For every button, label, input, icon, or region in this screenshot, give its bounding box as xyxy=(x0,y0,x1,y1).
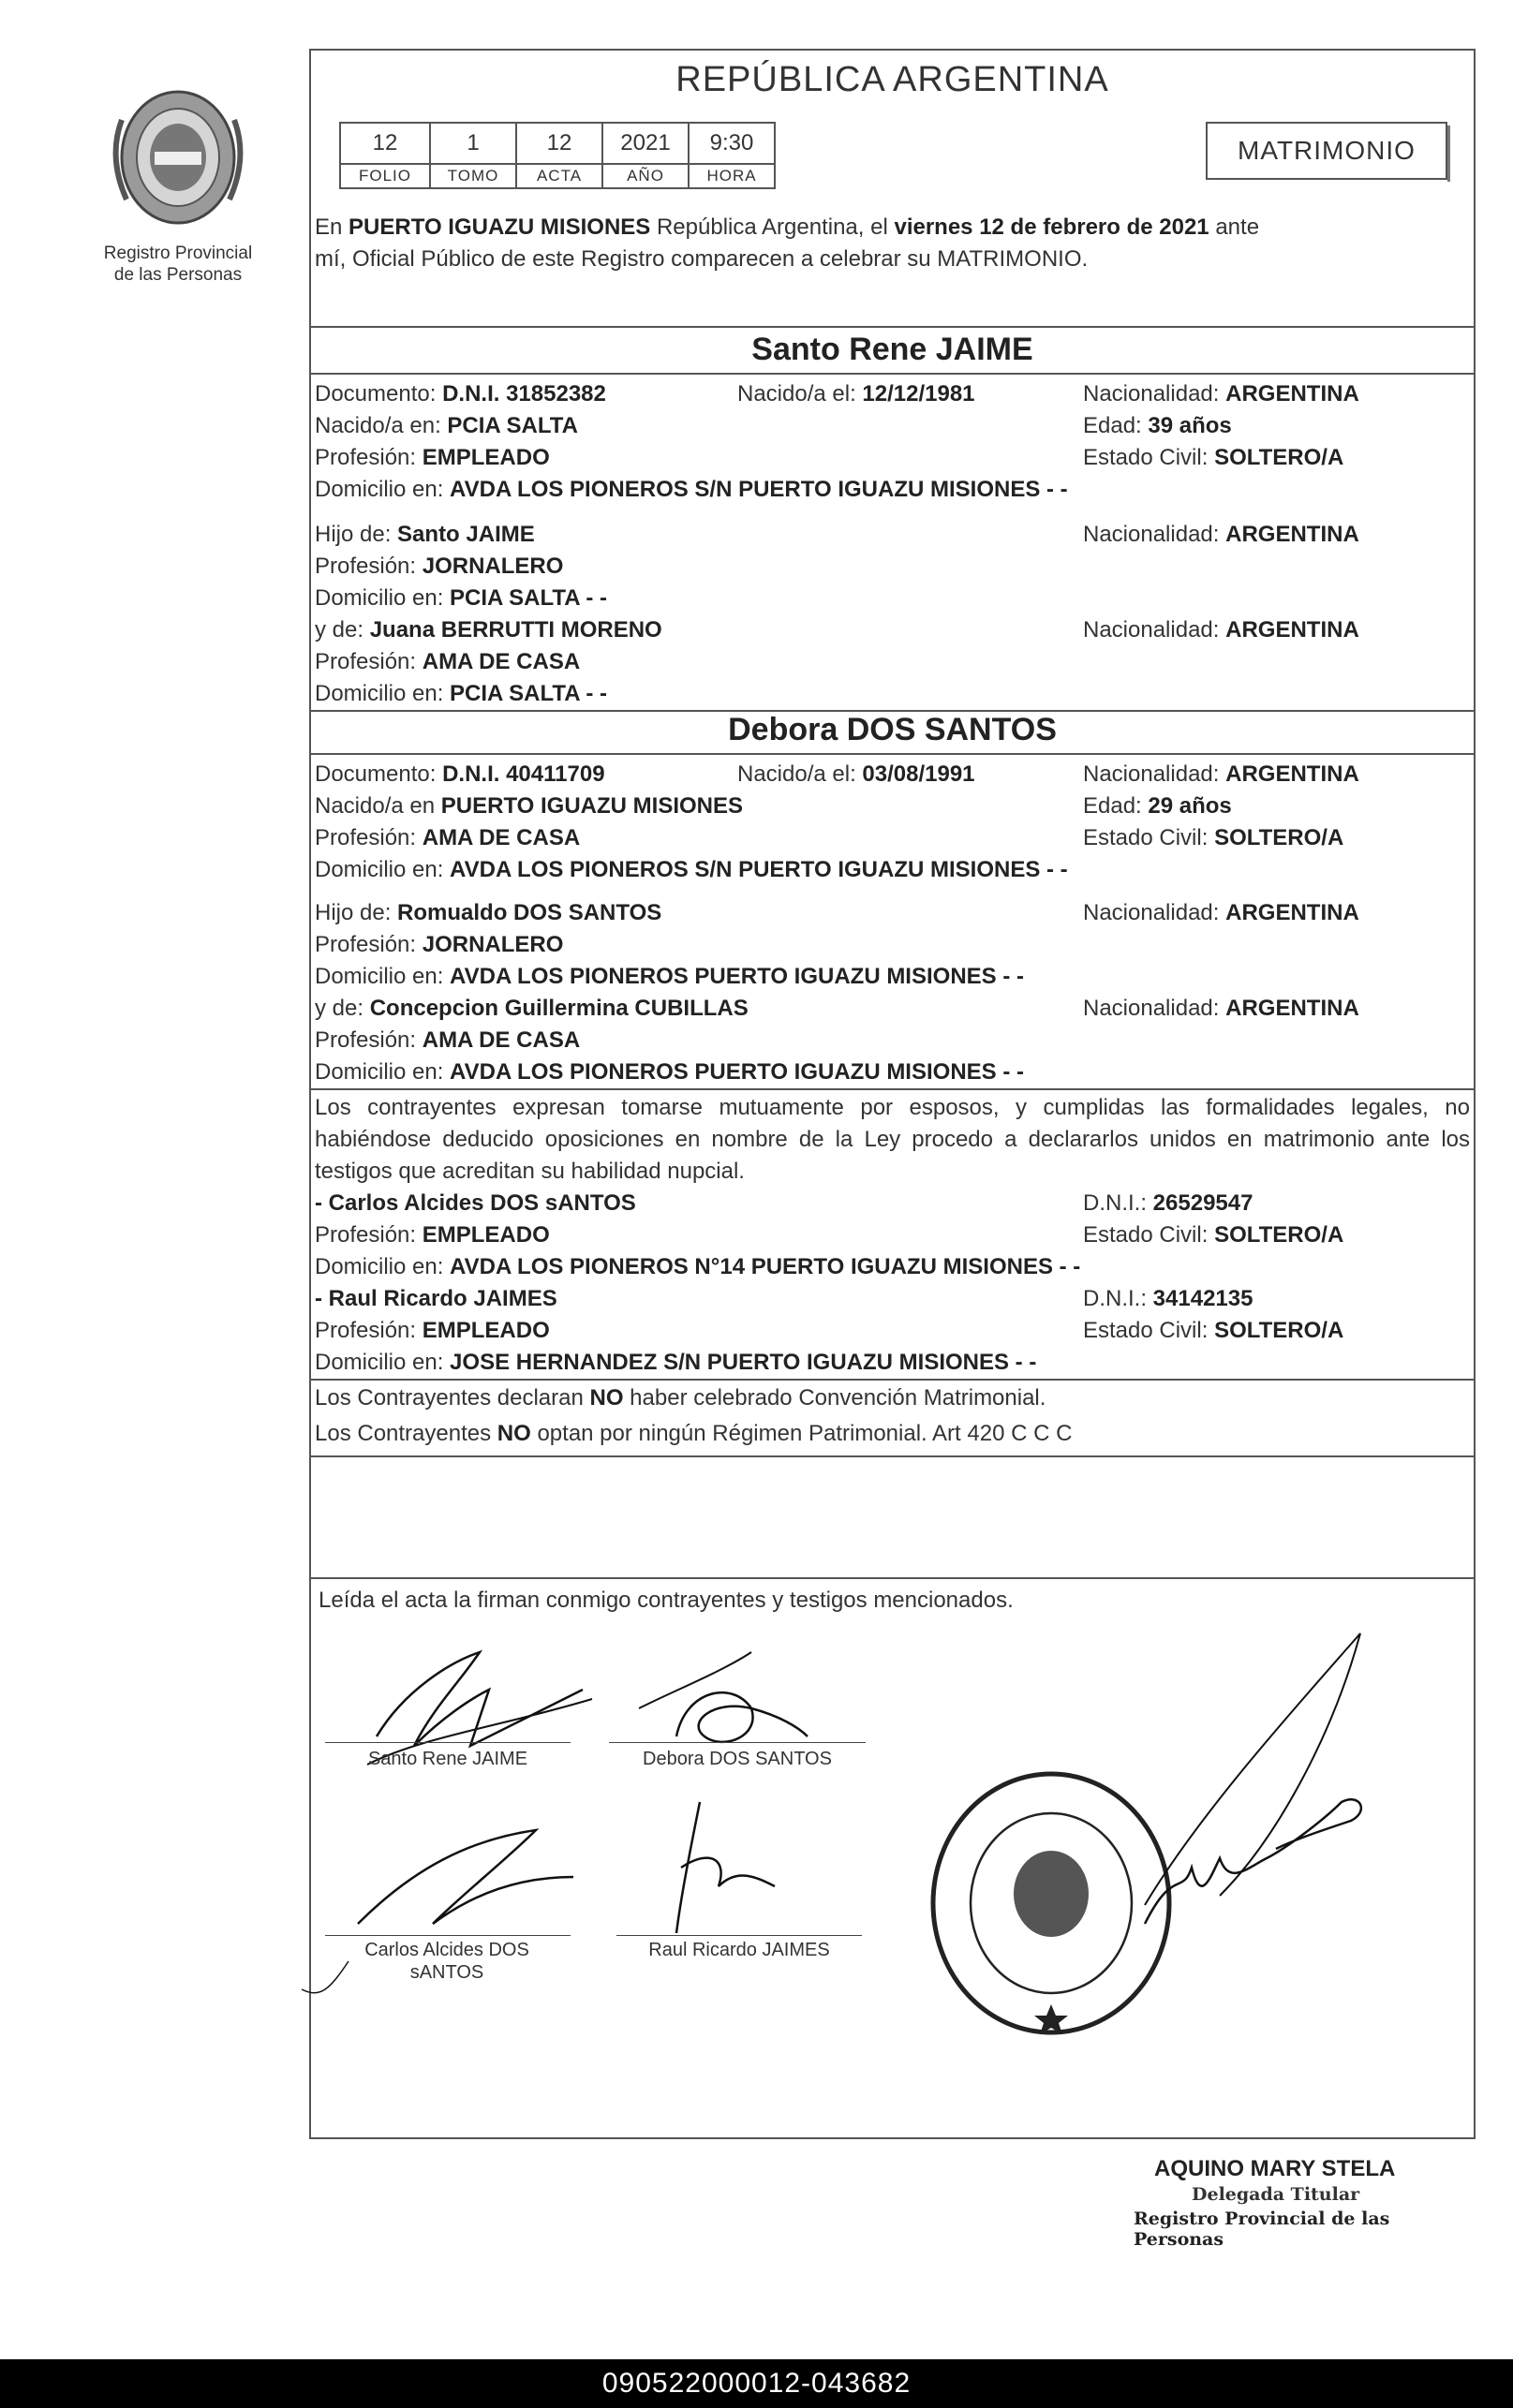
label: Estado Civil: xyxy=(1083,1318,1215,1343)
spouse1-age xyxy=(1083,412,1232,440)
label: Profesión: xyxy=(315,649,423,674)
value: SOLTERO/A xyxy=(1214,825,1344,850)
label: Profesión: xyxy=(315,554,423,579)
label: Estado Civil: xyxy=(1083,825,1215,850)
value: ARGENTINA xyxy=(1225,996,1359,1021)
spouse2-mother-address xyxy=(315,1058,1024,1086)
spouse1-documento xyxy=(315,380,606,408)
value: ARGENTINA xyxy=(1225,900,1359,925)
tomo-label: TOMO xyxy=(430,164,516,188)
label: Edad: xyxy=(1083,793,1149,819)
label: Domicilio en: xyxy=(315,857,451,882)
value: - Raul Ricardo JAIMES xyxy=(315,1286,557,1311)
label: Nacido/a el: xyxy=(737,761,863,787)
value: PUERTO IGUAZU MISIONES xyxy=(440,793,744,819)
signature-line xyxy=(325,1935,571,1936)
label: Edad: xyxy=(1083,413,1149,438)
spouse2-father xyxy=(315,899,661,927)
spouse1-father xyxy=(315,521,535,549)
value: JORNALERO xyxy=(422,554,564,579)
intro-place: PUERTO IGUAZU MISIONES xyxy=(349,214,651,240)
text: haber celebrado Convención Matrimonial. xyxy=(623,1385,1046,1411)
spouse1-father-nationality xyxy=(1083,521,1359,549)
officer-role: Delegada Titular xyxy=(1192,2184,1360,2205)
spouse1-mother xyxy=(315,616,662,644)
text: Los Contrayentes xyxy=(315,1421,497,1446)
label: Hijo de: xyxy=(315,900,398,925)
registry-logo xyxy=(89,82,267,286)
value: Romualdo DOS SANTOS xyxy=(397,900,662,925)
anio-value: 2021 xyxy=(602,123,689,164)
spouse1-father-profession xyxy=(315,553,563,581)
label: Nacionalidad: xyxy=(1083,522,1226,547)
hora-value: 9:30 xyxy=(689,123,775,164)
divider xyxy=(311,373,1474,375)
signature-line xyxy=(616,1935,862,1936)
signature-label-spouse1: Santo Rene JAIME xyxy=(367,1749,528,1769)
label: Estado Civil: xyxy=(1083,1222,1215,1248)
spouse1-nationality xyxy=(1083,380,1359,408)
label: Nacionalidad: xyxy=(1083,761,1226,787)
value: ARGENTINA xyxy=(1225,617,1359,643)
spouse1-profession xyxy=(315,444,550,472)
value: 12/12/1981 xyxy=(862,381,975,406)
witness2-civil-status xyxy=(1083,1317,1343,1345)
anio-label: AÑO xyxy=(602,164,689,188)
label: Domicilio en: xyxy=(315,1254,451,1279)
divider xyxy=(311,1379,1474,1381)
label: D.N.I.: xyxy=(1083,1286,1153,1311)
act-type-shadow xyxy=(1447,126,1450,182)
signing-statement: Leída el acta la firman conmigo contrayentes y testigos mencionados. xyxy=(319,1588,1014,1613)
witness2-profession xyxy=(315,1317,550,1345)
intro-text: República Argentina, el xyxy=(650,214,895,240)
signature-label-spouse2: Debora DOS SANTOS xyxy=(643,1749,832,1769)
province-seal-icon xyxy=(89,82,267,232)
value: AVDA LOS PIONEROS PUERTO IGUAZU MISIONES - - xyxy=(450,1059,1024,1085)
label: Documento: xyxy=(315,761,443,787)
label: Nacido/a en: xyxy=(315,413,448,438)
label: Domicilio en: xyxy=(315,1059,451,1085)
spouse2-name-heading: Debora DOS SANTOS xyxy=(728,712,1057,747)
intro-line1 xyxy=(315,214,1259,242)
spouse1-mother-nationality xyxy=(1083,616,1359,644)
divider xyxy=(311,1088,1474,1090)
spouse1-address xyxy=(315,476,1068,504)
label: Domicilio en: xyxy=(315,477,451,502)
spouse2-profession xyxy=(315,824,580,852)
tomo-value: 1 xyxy=(430,123,516,164)
value: JOSE HERNANDEZ S/N PUERTO IGUAZU MISIONES - - xyxy=(450,1350,1037,1375)
spouse2-mother-profession xyxy=(315,1027,580,1055)
label: Nacionalidad: xyxy=(1083,996,1226,1021)
label: Hijo de: xyxy=(315,522,398,547)
document-code: 090522000012-043682 xyxy=(0,2359,1513,2408)
label: Nacido/a el: xyxy=(737,381,863,406)
intro-text: En xyxy=(315,214,349,240)
spouse2-father-profession xyxy=(315,931,563,959)
value: EMPLEADO xyxy=(422,1318,550,1343)
label: Domicilio en: xyxy=(315,585,451,611)
registration-table xyxy=(339,122,776,189)
label: Estado Civil: xyxy=(1083,445,1215,470)
text: Los Contrayentes declaran xyxy=(315,1385,590,1411)
spouse2-age xyxy=(1083,792,1232,820)
value: Juana BERRUTTI MORENO xyxy=(369,617,662,643)
text: optan por ningún Régimen Patrimonial. Art 420 C C C xyxy=(530,1421,1073,1446)
convention-line1 xyxy=(315,1384,1046,1412)
label: Nacido/a en xyxy=(315,793,441,819)
value: ARGENTINA xyxy=(1225,761,1359,787)
value: PCIA SALTA xyxy=(447,413,578,438)
signature-witness1-icon xyxy=(339,1811,583,1943)
value: NO xyxy=(497,1421,531,1446)
label: Nacionalidad: xyxy=(1083,900,1226,925)
spouse2-documento xyxy=(315,761,605,789)
signature-label-witness1: Carlos Alcides DOS sANTOS xyxy=(364,1940,529,1983)
officer-name: AQUINO MARY STELA xyxy=(1154,2156,1396,2181)
signature-label-witness2: Raul Ricardo JAIMES xyxy=(648,1940,830,1960)
label: Domicilio en: xyxy=(315,964,451,989)
value: Santo JAIME xyxy=(397,522,535,547)
value: EMPLEADO xyxy=(422,445,550,470)
value: AVDA LOS PIONEROS S/N PUERTO IGUAZU MISIONES - - xyxy=(450,477,1068,502)
convention-line2 xyxy=(315,1420,1072,1448)
folio-label: FOLIO xyxy=(340,164,430,188)
value: JORNALERO xyxy=(422,932,564,957)
spouse2-address xyxy=(315,856,1068,884)
intro-date: viernes 12 de febrero de 2021 xyxy=(894,214,1209,240)
spouse1-birthdate xyxy=(737,380,975,408)
spouse1-mother-address xyxy=(315,680,607,708)
label: y de: xyxy=(315,617,370,643)
value: 39 años xyxy=(1148,413,1232,438)
spouse2-father-address xyxy=(315,963,1024,991)
value: PCIA SALTA - - xyxy=(450,585,608,611)
spouse2-birthdate xyxy=(737,761,975,789)
value: EMPLEADO xyxy=(422,1222,550,1248)
value: AMA DE CASA xyxy=(422,825,581,850)
acta-label: ACTA xyxy=(516,164,602,188)
label: Profesión: xyxy=(315,1027,423,1053)
divider xyxy=(311,753,1474,755)
signature-officer-icon xyxy=(1089,1624,1407,1943)
spouse2-birthplace xyxy=(315,792,743,820)
witness2-name xyxy=(315,1285,557,1313)
witness1-civil-status xyxy=(1083,1221,1343,1249)
label: y de: xyxy=(315,996,370,1021)
witness1-name xyxy=(315,1189,636,1218)
spouse1-civil-status xyxy=(1083,444,1343,472)
hora-label: HORA xyxy=(689,164,775,188)
signature-spouse2-icon xyxy=(620,1633,826,1765)
spouse2-civil-status xyxy=(1083,824,1343,852)
value: AMA DE CASA xyxy=(422,649,581,674)
witness1-profession xyxy=(315,1221,550,1249)
divider xyxy=(311,326,1474,328)
logo-caption-line1: Registro Provincial xyxy=(103,244,253,263)
spouse2-mother xyxy=(315,995,749,1023)
label: D.N.I.: xyxy=(1083,1190,1153,1216)
value: AVDA LOS PIONEROS S/N PUERTO IGUAZU MISIONES - - xyxy=(450,857,1068,882)
value: 34142135 xyxy=(1152,1286,1253,1311)
acta-value: 12 xyxy=(516,123,602,164)
value: NO xyxy=(589,1385,624,1411)
spouse2-father-nationality xyxy=(1083,899,1359,927)
value: AVDA LOS PIONEROS N°14 PUERTO IGUAZU MISIONES - - xyxy=(450,1254,1081,1279)
intro-text: ante xyxy=(1209,214,1260,240)
spouse1-father-address xyxy=(315,584,607,613)
folio-value: 12 xyxy=(340,123,430,164)
value: 26529547 xyxy=(1152,1190,1253,1216)
witness1-address xyxy=(315,1253,1080,1281)
intro-line2: mí, Oficial Público de este Registro comparecen a celebrar su MATRIMONIO. xyxy=(315,246,1089,272)
value: 03/08/1991 xyxy=(862,761,975,787)
label: Nacionalidad: xyxy=(1083,381,1226,406)
spouse2-mother-nationality xyxy=(1083,995,1359,1023)
label: Profesión: xyxy=(315,1318,423,1343)
value: SOLTERO/A xyxy=(1214,1222,1344,1248)
declaration-paragraph: Los contrayentes expresan tomarse mutuamente por esposos, y cumplidas las formalidades legales, no habiéndose deducido oposiciones en nombre de la Ley procedo a declararlos unidos en matrimonio ante los testigos que acreditan su habilidad nupcial. xyxy=(315,1095,1470,1184)
label: Profesión: xyxy=(315,932,423,957)
spouse1-mother-profession xyxy=(315,648,580,676)
logo-caption-line2: de las Personas xyxy=(113,265,243,285)
value: Concepcion Guillermina CUBILLAS xyxy=(369,996,749,1021)
value: ARGENTINA xyxy=(1225,522,1359,547)
divider xyxy=(311,1577,1474,1579)
value: D.N.I. 40411709 xyxy=(442,761,605,787)
act-type-box: MATRIMONIO xyxy=(1206,122,1447,180)
value: 29 años xyxy=(1148,793,1232,819)
label: Nacionalidad: xyxy=(1083,617,1226,643)
witness2-address xyxy=(315,1349,1036,1377)
officer-org: Registro Provincial de las Personas xyxy=(1134,2209,1390,2250)
value: D.N.I. 31852382 xyxy=(442,381,606,406)
value: SOLTERO/A xyxy=(1214,1318,1344,1343)
label: Profesión: xyxy=(315,825,423,850)
label: Profesión: xyxy=(315,1222,423,1248)
page-title: REPÚBLICA ARGENTINA xyxy=(675,60,1109,99)
spouse2-nationality xyxy=(1083,761,1359,789)
signature-line xyxy=(325,1742,571,1743)
value: ARGENTINA xyxy=(1225,381,1359,406)
value: AMA DE CASA xyxy=(422,1027,581,1053)
witness1-dni xyxy=(1083,1189,1253,1218)
label: Domicilio en: xyxy=(315,1350,451,1375)
signature-line xyxy=(609,1742,866,1743)
spouse1-name-heading: Santo Rene JAIME xyxy=(751,332,1033,367)
label: Profesión: xyxy=(315,445,423,470)
label: Domicilio en: xyxy=(315,681,451,706)
divider xyxy=(311,1455,1474,1457)
value: SOLTERO/A xyxy=(1214,445,1344,470)
signature-witness2-icon xyxy=(644,1793,794,1933)
certificate-frame xyxy=(309,49,1476,2250)
witness2-dni xyxy=(1083,1285,1253,1313)
value: PCIA SALTA - - xyxy=(450,681,608,706)
value: - Carlos Alcides DOS sANTOS xyxy=(315,1190,636,1216)
value: AVDA LOS PIONEROS PUERTO IGUAZU MISIONES - - xyxy=(450,964,1024,989)
spouse1-birthplace xyxy=(315,412,578,440)
label: Documento: xyxy=(315,381,443,406)
